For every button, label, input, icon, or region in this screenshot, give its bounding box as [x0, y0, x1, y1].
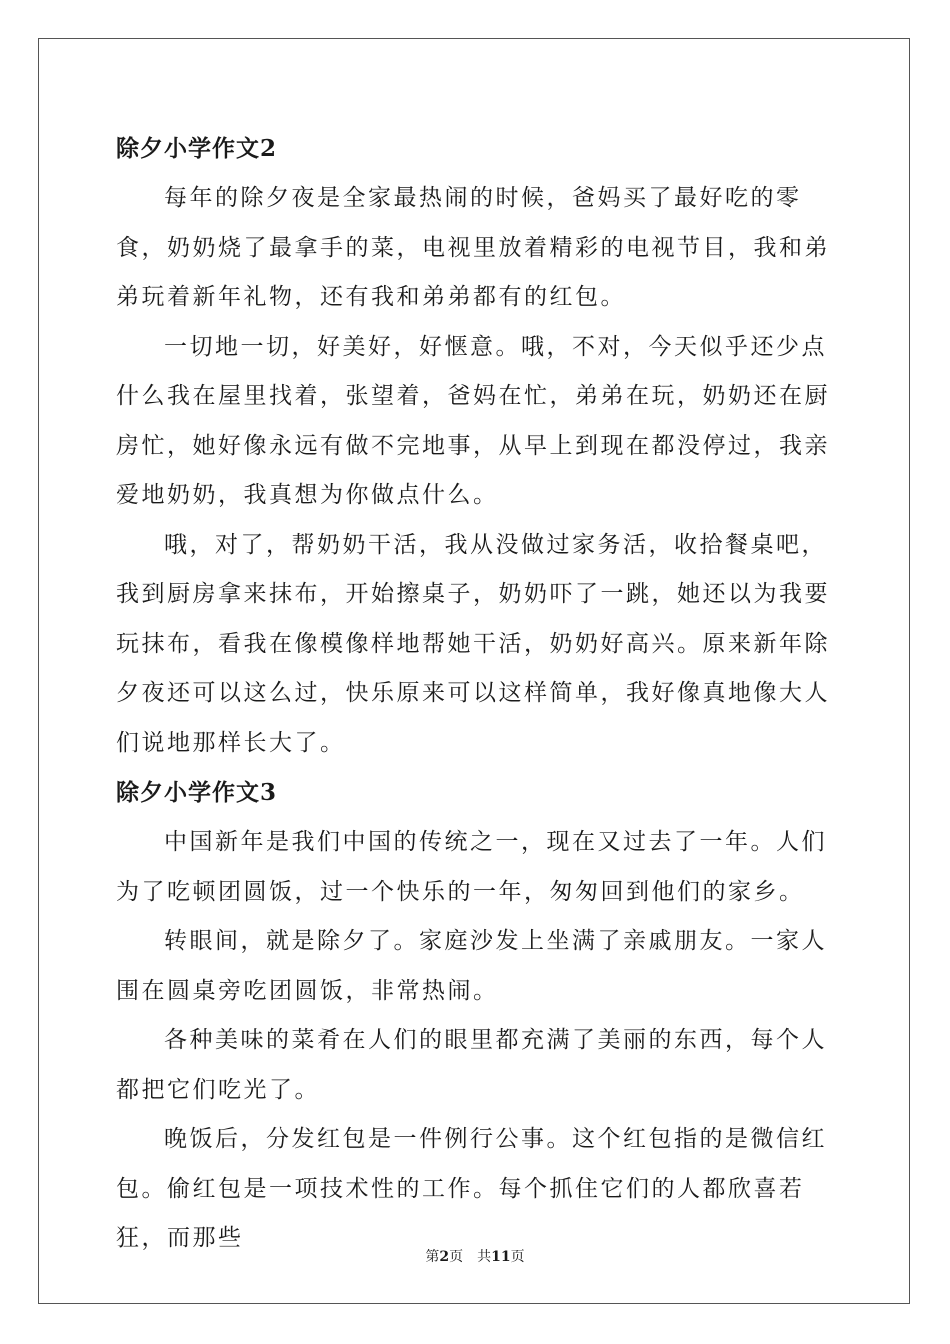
paragraph: 一切地一切，好美好，好惬意。哦，不对，今天似乎还少点什么我在屋里找着，张望着，爸妈在忙，弟弟在玩，奶奶还在厨房忙，她好像永远有做不完地事，从早上到现在都没停过，我亲爱地奶奶，我真想为你做点什么。: [116, 333, 830, 508]
page-mid: 页 共: [449, 1249, 492, 1265]
paragraph: 各种美味的菜肴在人们的眼里都充满了美丽的东西，每个人都把它们吃光了。: [116, 1027, 827, 1103]
paragraph: 每年的除夕夜是全家最热闹的时候，爸妈买了最好吃的零食，奶奶烧了最拿手的菜，电视里放着精彩的电视节目，我和弟弟玩着新年礼物，还有我和弟弟都有的红包。: [116, 185, 830, 310]
paragraph: 哦，对了，帮奶奶干活，我从没做过家务活，收拾餐桌吧，我到厨房拿来抹布，开始擦桌子，奶奶吓了一跳，她还以为我要玩抹布，看我在像模像样地帮她干活，奶奶好高兴。原来新年除夕夜还可以这么过，快乐原来可以这样简单，我好像真地像大人们说地那样长大了。: [116, 531, 830, 756]
paragraph: 转眼间，就是除夕了。家庭沙发上坐满了亲戚朋友。一家人围在圆桌旁吃团圆饭，非常热闹。: [116, 928, 827, 1004]
current-page-number: 2: [439, 1249, 450, 1265]
page-prefix: 第: [425, 1249, 440, 1265]
page-suffix: 页: [510, 1249, 525, 1265]
section-title: 除夕小学作文2: [116, 135, 278, 162]
paragraph: 晚饭后，分发红包是一件例行公事。这个红包指的是微信红包。偷红包是一项技术性的工作。每个抓住它们的人都欣喜若狂，而那些: [116, 1126, 827, 1251]
total-page-number: 11: [491, 1249, 511, 1265]
document-body: [116, 124, 836, 1264]
page-footer: [0, 1247, 950, 1267]
paragraph: 中国新年是我们中国的传统之一，现在又过去了一年。人们为了吃顿团圆饭，过一个快乐的一年，匆匆回到他们的家乡。: [116, 829, 827, 905]
section-title: 除夕小学作文3: [116, 779, 278, 806]
